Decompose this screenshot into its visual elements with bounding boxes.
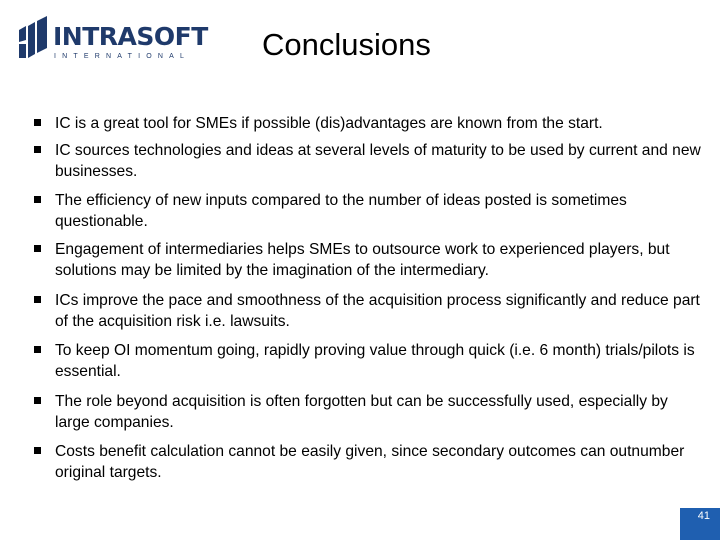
page-number: 41	[697, 510, 710, 522]
bullet-square-icon	[34, 296, 41, 303]
logo-subtitle: INTERNATIONAL	[54, 53, 191, 60]
bullet-square-icon	[34, 146, 41, 153]
bullet-text: To keep OI momentum going, rapidly proving value through quick (i.e. 6 month) trials/pilots is essential.	[55, 342, 695, 380]
bullet-square-icon	[34, 196, 41, 203]
bullet-text: The role beyond acquisition is often forgotten but can be successfully used, especially by large companies.	[55, 393, 668, 431]
bullet-square-icon	[34, 397, 41, 404]
bullet-square-icon	[34, 119, 41, 126]
bullet-text: Costs benefit calculation cannot be easily given, since secondary outcomes can outnumber original targets.	[55, 443, 685, 481]
page-title: Conclusions	[262, 27, 431, 62]
bullet-square-icon	[34, 447, 41, 454]
logo-mark-icon	[17, 16, 51, 62]
logo-name: INTRASOFT	[53, 22, 208, 51]
bullet-square-icon	[34, 346, 41, 353]
bullet-text: IC is a great tool for SMEs if possible (dis)advantages are known from the start.	[55, 115, 603, 132]
bullet-text: IC sources technologies and ideas at several levels of maturity to be used by current and new businesses.	[55, 142, 701, 180]
bullet-text: The efficiency of new inputs compared to the number of ideas posted is sometimes questionable.	[55, 192, 627, 230]
bullet-square-icon	[34, 245, 41, 252]
intrasoft-logo	[17, 14, 208, 66]
bullet-text: ICs improve the pace and smoothness of the acquisition process significantly and reduce part of the acquisition risk i.e. lawsuits.	[55, 292, 700, 330]
bullet-text: Engagement of intermediaries helps SMEs to outsource work to experienced players, but solutions may be limited by the imagination of the intermediary.	[55, 241, 670, 279]
